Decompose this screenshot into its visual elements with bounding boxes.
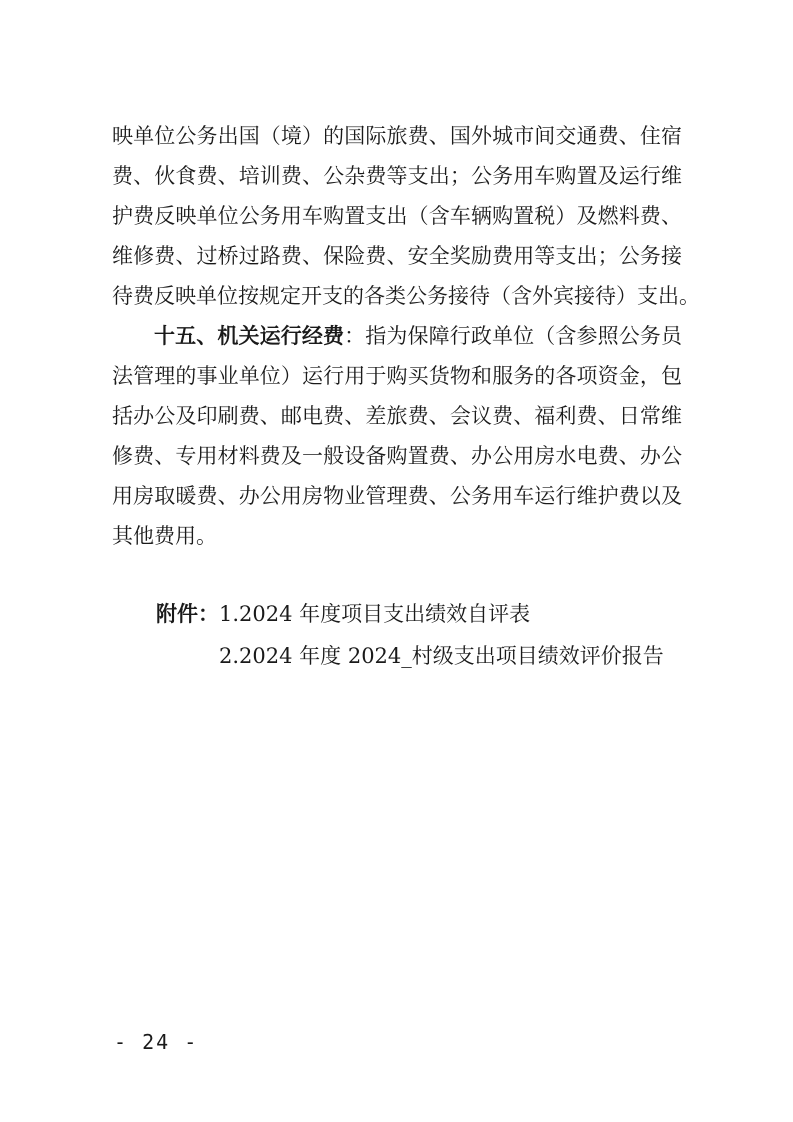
heading-rest: ：指为保障行政单位（含参照公务员: [344, 324, 682, 348]
text-line-first: [112, 316, 682, 356]
text-line: 费、伙食费、培训费、公杂费等支出；公务用车购置及运行维: [112, 164, 682, 188]
text-line: 映单位公务出国（境）的国际旅费、国外城市间交通费、住宿: [112, 124, 682, 148]
attachment-label: 附件：: [156, 602, 219, 626]
section-heading: 十五、机关运行经费: [154, 324, 345, 348]
attachment-item: 2.2024 年度 2024_村级支出项目绩效评价报告: [219, 644, 664, 668]
page-number: - 24 -: [114, 1030, 199, 1054]
attachment-line-1: [156, 594, 530, 634]
text-line: 法管理的事业单位）运行用于购买货物和服务的各项资金，包: [112, 364, 682, 388]
text-line: 其他费用。: [112, 524, 217, 548]
attachment-item: 1.2024 年度项目支出绩效自评表: [219, 602, 531, 626]
paragraph-operating-expenses: [112, 316, 682, 556]
paragraph-expense-definitions: [112, 116, 700, 316]
text-line: 护费反映单位公务用车购置支出（含车辆购置税）及燃料费、: [112, 204, 682, 228]
text-line: 用房取暖费、办公用房物业管理费、公务用车运行维护费以及: [112, 484, 682, 508]
text-line: 修费、专用材料费及一般设备购置费、办公用房水电费、办公: [112, 444, 682, 468]
text-line: 括办公及印刷费、邮电费、差旅费、会议费、福利费、日常维: [112, 404, 682, 428]
text-line: 待费反映单位按规定开支的各类公务接待（含外宾接待）支出。: [112, 284, 700, 308]
text-line: 维修费、过桥过路费、保险费、安全奖励费用等支出；公务接: [112, 244, 682, 268]
attachment-line-2: [219, 636, 664, 676]
